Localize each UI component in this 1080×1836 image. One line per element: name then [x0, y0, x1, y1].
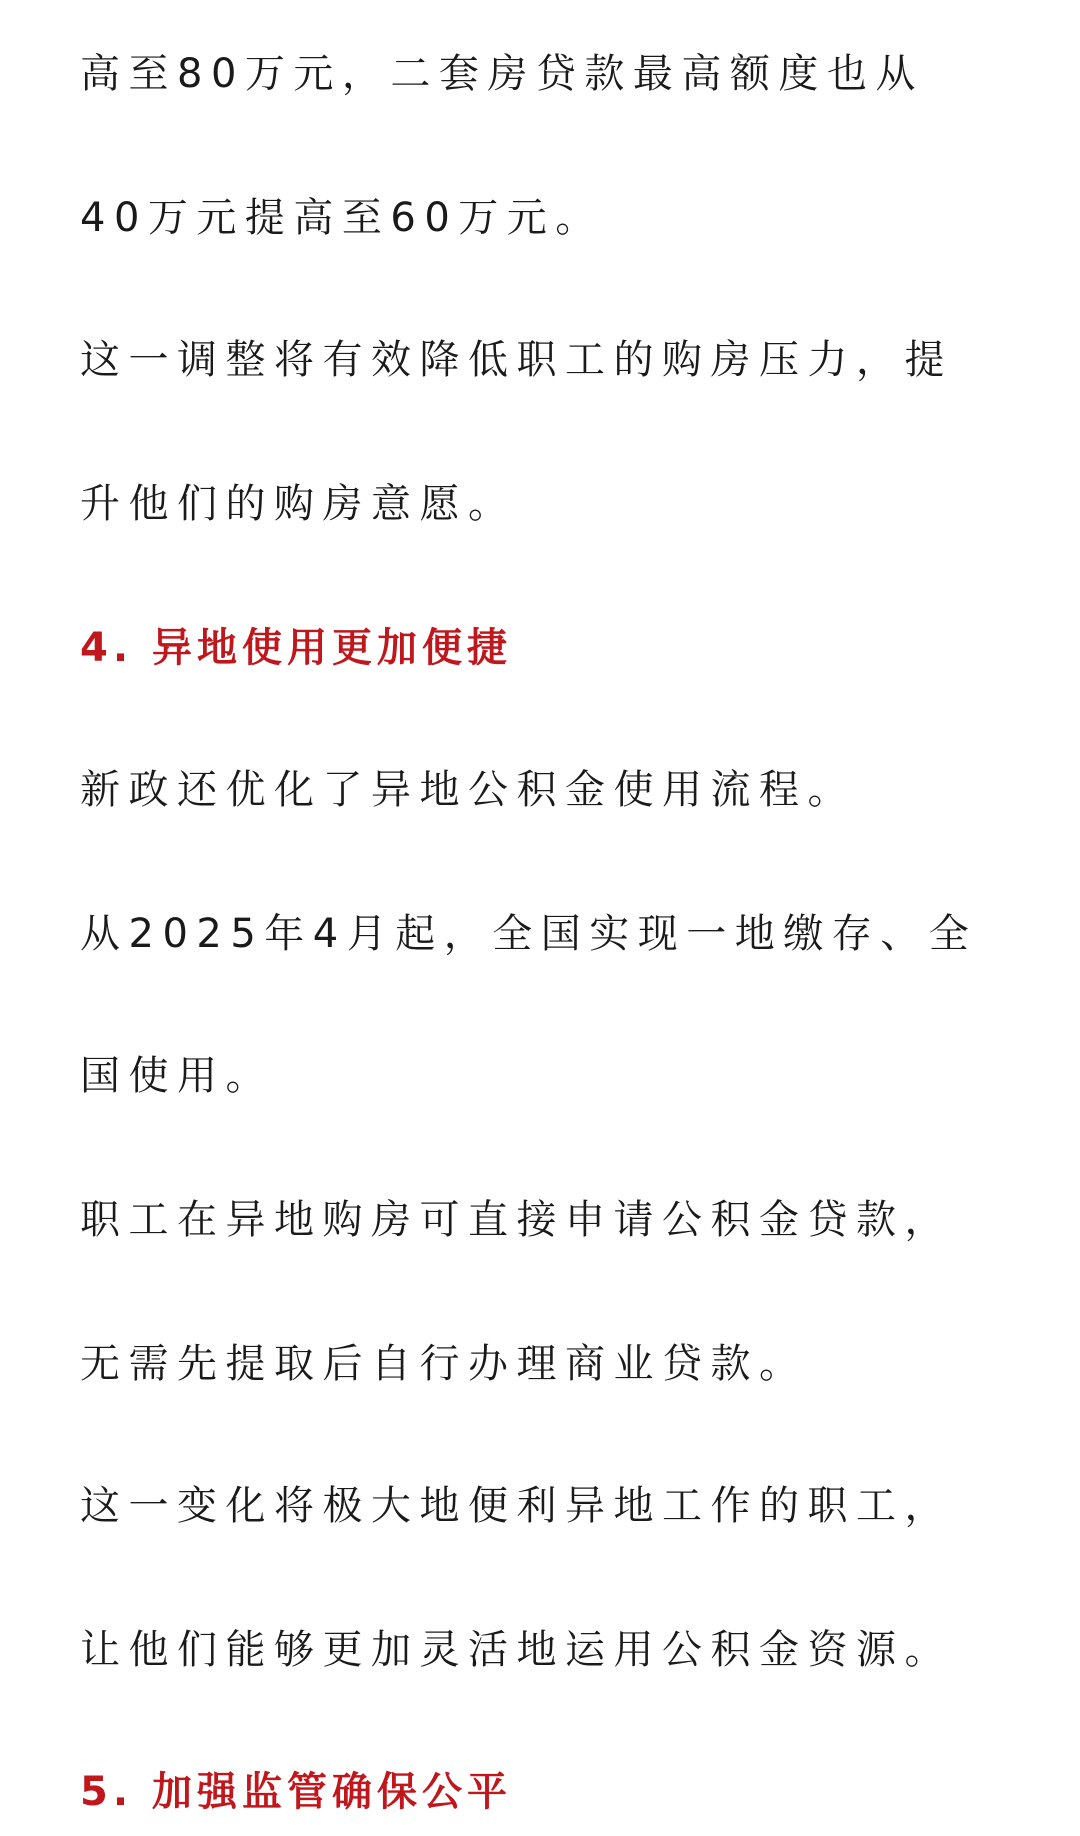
paragraph-line: 新政还优化了异地公积金使用流程。 [80, 767, 856, 813]
paragraph-line: 国使用。 [80, 1053, 274, 1099]
paragraph-line: 这一调整将有效降低职工的购房压力，提 [80, 337, 953, 383]
paragraph-line: 让他们能够更加灵活地运用公积金资源。 [80, 1627, 953, 1673]
paragraph-line: 高至80万元，二套房贷款最高额度也从 [80, 51, 924, 97]
section-heading-4: 4. 异地使用更加便捷 [80, 625, 512, 671]
paragraph-line: 职工在异地购房可直接申请公积金贷款， [80, 1197, 953, 1243]
paragraph-line: 40万元提高至60万元。 [80, 195, 604, 241]
paragraph-line: 从2025年4月起，全国实现一地缴存、全 [80, 911, 978, 957]
paragraph-line: 升他们的购房意愿。 [80, 481, 517, 527]
section-heading-5: 5. 加强监管确保公平 [80, 1769, 512, 1815]
paragraph-line: 这一变化将极大地便利异地工作的职工， [80, 1483, 953, 1529]
paragraph-line: 无需先提取后自行办理商业贷款。 [80, 1341, 808, 1387]
